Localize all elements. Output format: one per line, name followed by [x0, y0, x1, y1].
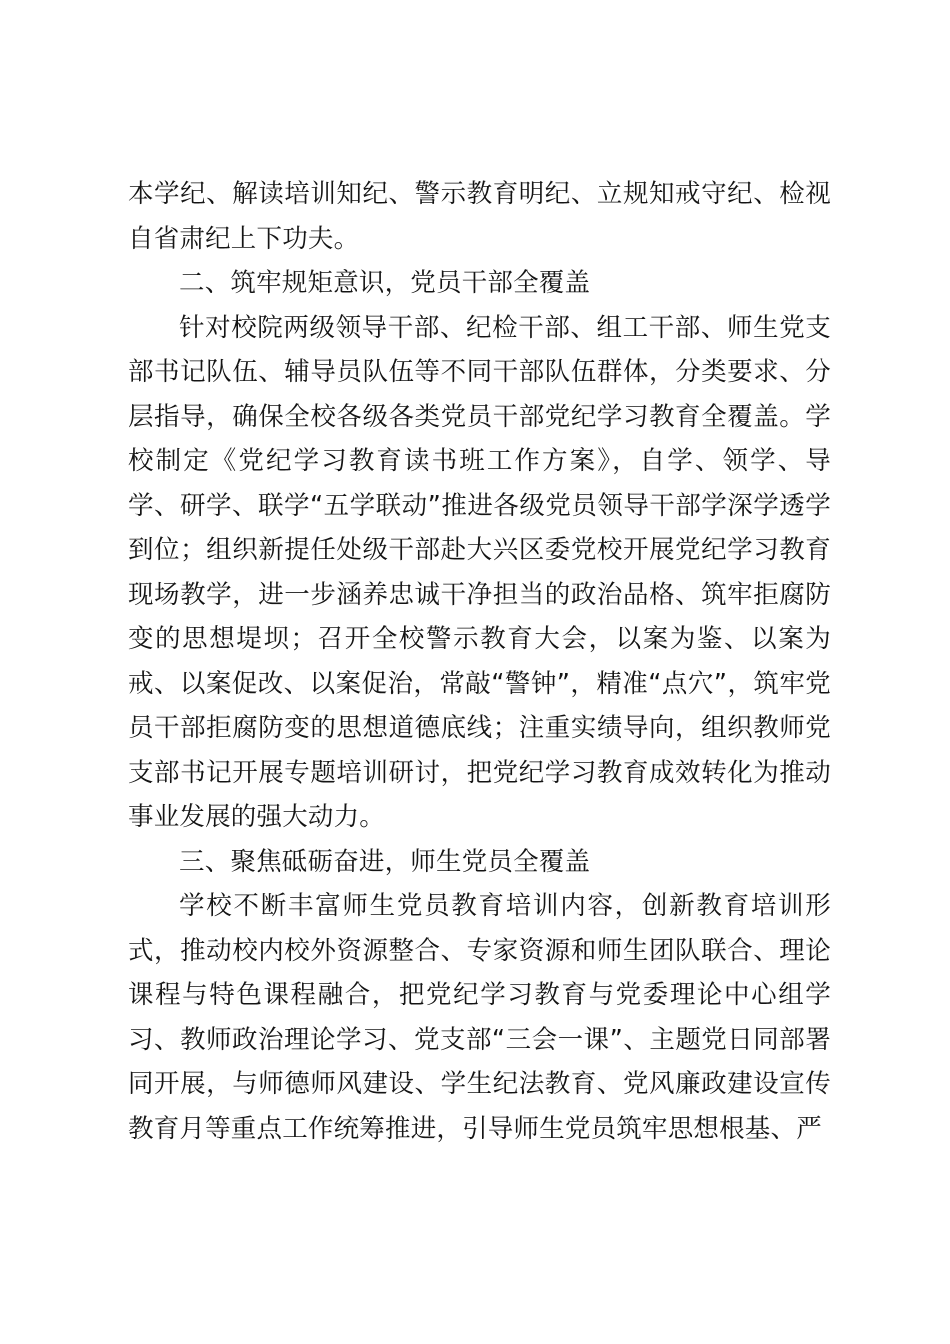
paragraph-continuation: 本学纪、解读培训知纪、警示教育明纪、立规知戒守纪、检视自省肃纪上下功夫。 — [128, 179, 831, 254]
paragraph-section-2-body: 针对校院两级领导干部、纪检干部、组工干部、师生党支部书记队伍、辅导员队伍等不同干部队伍群体，分类要求、分层指导，确保全校各级各类党员干部党纪学习教育全覆盖。学校制定《党纪学习教育读书班工作方案》，自学、领学、导学、研学、联学“五学联动”推进各级党员领导干部学深学透学到位；组织新提任处级干部赴大兴区委党校开展党纪学习教育现场教学，进一步涵养忠诚干净担当的政治品格、筑牢拒腐防变的思想堤坝；召开全校警示教育大会，以案为鉴、以案为戒、以案促改、以案促治，常敲“警钟”，精准“点穴”，筑牢党员干部拒腐防变的思想道德底线；注重实绩导向，组织教师党支部书记开展专题培训研讨，把党纪学习教育成效转化为推动事业发展的强大动力。 — [128, 312, 831, 832]
section-heading-2: 二、筑牢规矩意识，党员干部全覆盖 — [179, 268, 591, 298]
section-heading-3: 三、聚焦砥砺奋进，师生党员全覆盖 — [179, 846, 591, 877]
paragraph-section-3-body: 学校不断丰富师生党员教育培训内容，创新教育培训形式，推动校内校外资源整合、专家资源和师生团队联合、理论课程与特色课程融合，把党纪学习教育与党委理论中心组学习、教师政治理论学习、党支部“三会一课”、主题党日同部署同开展，与师德师风建设、学生纪法教育、党风廉政建设宣传教育月等重点工作统筹推进，引导师生党员筑牢思想根基、严 — [128, 891, 831, 1144]
document-page — [128, 172, 831, 1151]
